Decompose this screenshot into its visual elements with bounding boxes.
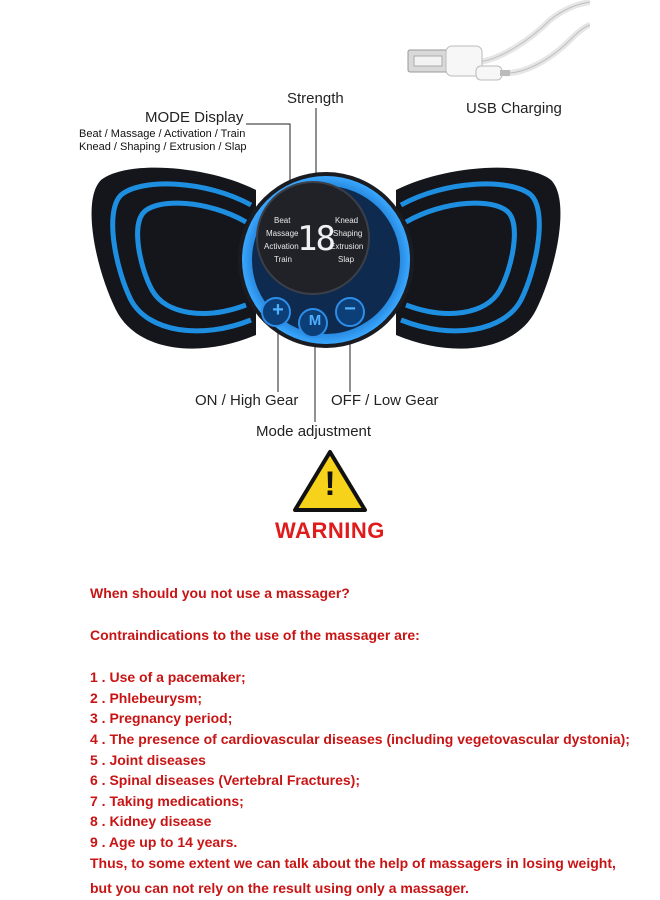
plus-button[interactable]: + bbox=[272, 299, 284, 321]
warning-footer-line-1: Thus, to some extent we can talk about the help of massagers in losing weight, bbox=[90, 855, 616, 871]
screen-mode-knead: Knead bbox=[335, 216, 359, 225]
warning-exclamation: ! bbox=[324, 465, 336, 503]
list-item: 5 . Joint diseases bbox=[90, 752, 206, 768]
list-item: 2 . Phlebeurysm; bbox=[90, 690, 203, 706]
mode-button[interactable]: M bbox=[308, 312, 322, 329]
screen-mode-beat: Beat bbox=[274, 216, 291, 225]
screen-mode-shaping: Shaping bbox=[333, 229, 363, 238]
list-item: 6 . Spinal diseases (Vertebral Fractures); bbox=[90, 772, 361, 788]
mode-adjustment-label: Mode adjustment bbox=[256, 423, 372, 440]
off-low-gear-label: OFF / Low Gear bbox=[331, 392, 439, 409]
on-high-gear-label: ON / High Gear bbox=[195, 392, 299, 409]
warning-question: When should you not use a massager? bbox=[90, 585, 350, 601]
strength-label: Strength bbox=[287, 90, 344, 107]
list-item: 9 . Age up to 14 years. bbox=[90, 834, 238, 850]
list-item: 7 . Taking medications; bbox=[90, 793, 244, 809]
screen-mode-massage: Massage bbox=[266, 229, 299, 238]
warning-title: WARNING bbox=[275, 518, 385, 543]
screen-digits: 18 bbox=[297, 219, 334, 259]
screen-mode-activation: Activation bbox=[264, 242, 299, 251]
usb-charging-label: USB Charging bbox=[466, 100, 562, 117]
screen-mode-slap: Slap bbox=[338, 255, 355, 264]
list-item: 8 . Kidney disease bbox=[90, 813, 212, 829]
massager-device-icon bbox=[86, 160, 566, 370]
mode-list-line-2: Knead / Shaping / Extrusion / Slap bbox=[79, 141, 247, 153]
screen-mode-extrusion: Extrusion bbox=[330, 242, 364, 251]
list-item: 3 . Pregnancy period; bbox=[90, 710, 233, 726]
warning-intro: Contraindications to the use of the massager are: bbox=[90, 627, 420, 643]
mode-display-label: MODE Display bbox=[145, 109, 244, 126]
screen-mode-train: Train bbox=[274, 255, 292, 264]
list-item: 4 . The presence of cardiovascular diseases (including vegetovascular dystonia); bbox=[90, 731, 630, 747]
list-item: 1 . Use of a pacemaker; bbox=[90, 669, 246, 685]
mode-list-line-1: Beat / Massage / Activation / Train bbox=[79, 128, 246, 140]
warning-footer-line-2: but you can not rely on the result using only a massager. bbox=[90, 880, 469, 896]
minus-button[interactable]: − bbox=[344, 298, 356, 320]
